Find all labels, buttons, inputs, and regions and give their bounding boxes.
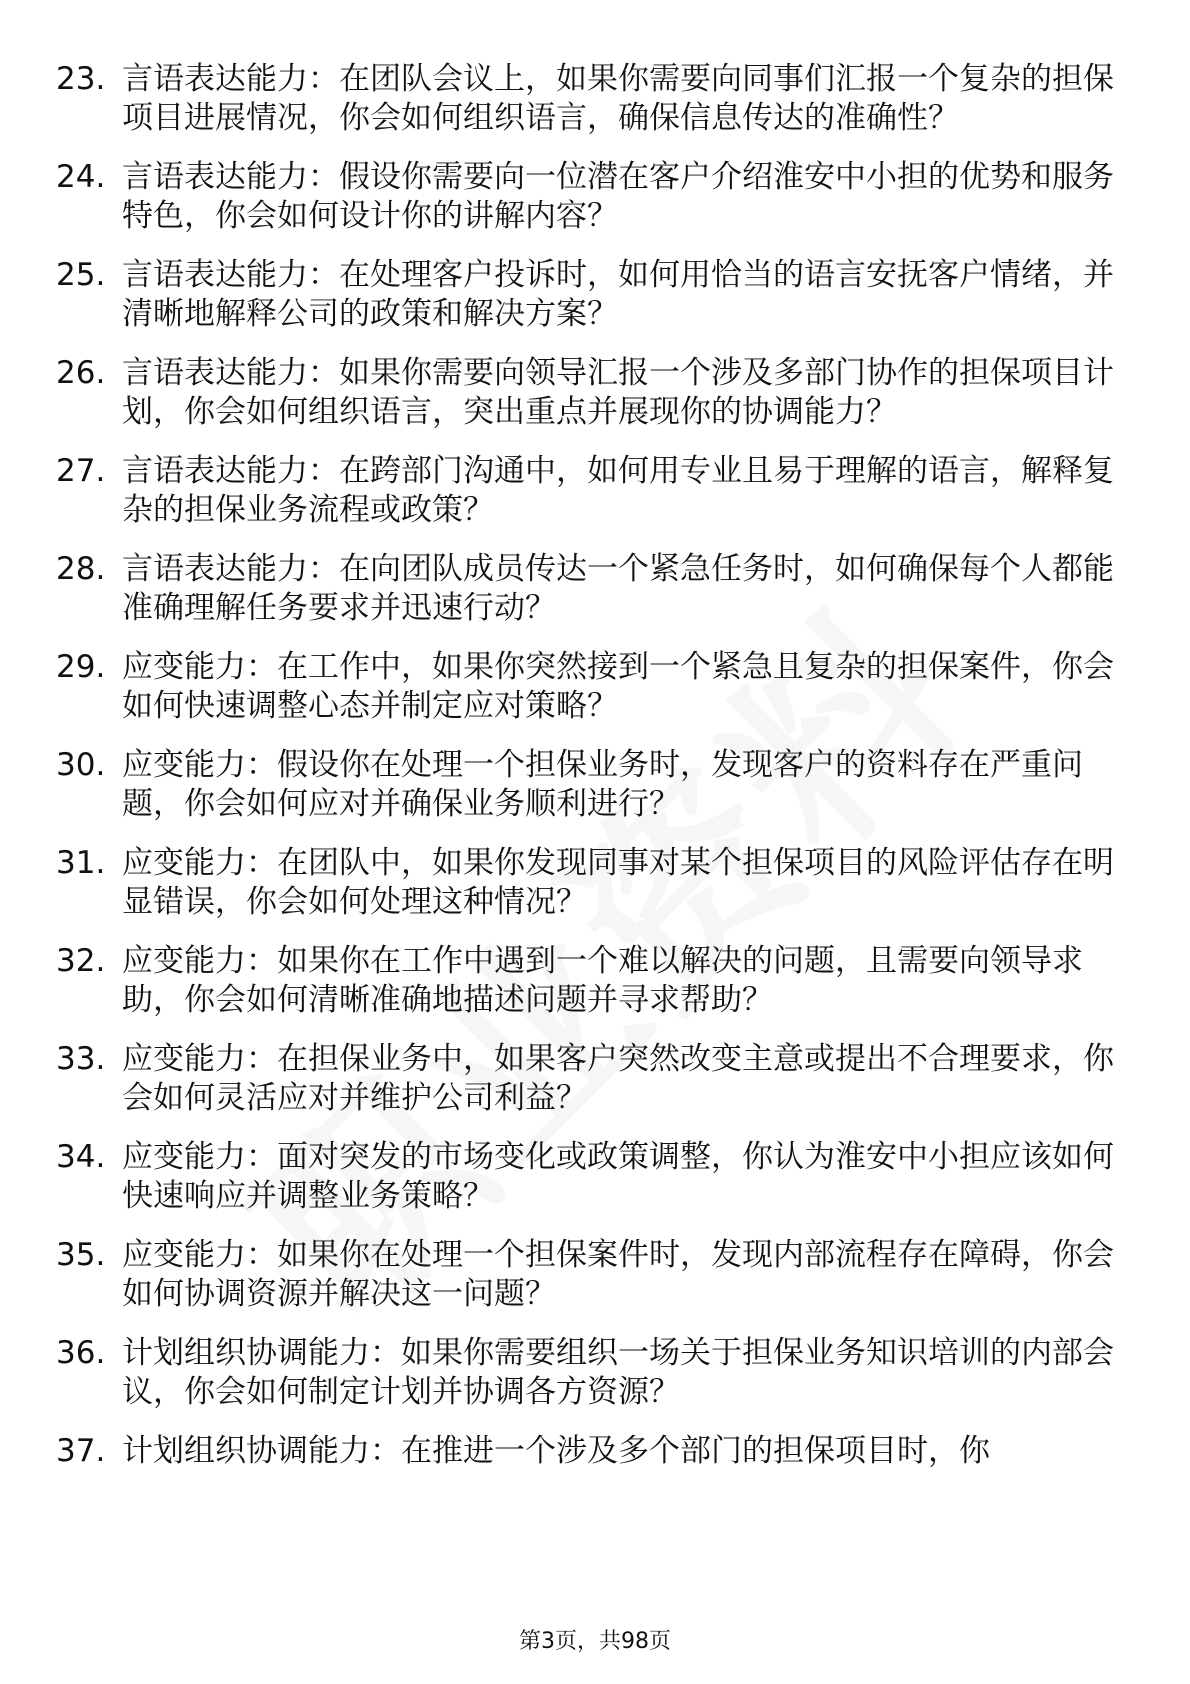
question-number: 28.: [56, 551, 106, 587]
question-item: [56, 550, 1116, 628]
question-item: [56, 942, 1116, 1020]
question-number: 31.: [56, 845, 106, 881]
page-footer: 第3页，共98页: [519, 1629, 671, 1654]
question-item: [56, 158, 1116, 236]
question-number: 34.: [56, 1139, 106, 1175]
question-item: [56, 60, 1116, 138]
question-text: 应变能力：在担保业务中，如果客户突然改变主意或提出不合理要求，你会如何灵活应对并维护公司利益？: [122, 1041, 1114, 1116]
question-item: [56, 746, 1116, 824]
question-text: 言语表达能力：在团队会议上，如果你需要向同事们汇报一个复杂的担保项目进展情况，你会如何组织语言，确保信息传达的准确性？: [122, 61, 1114, 136]
question-text: 应变能力：如果你在工作中遇到一个难以解决的问题，且需要向领导求助，你会如何清晰准确地描述问题并寻求帮助？: [122, 943, 1083, 1018]
question-number: 37.: [56, 1433, 106, 1469]
question-number: 24.: [56, 159, 106, 195]
question-number: 36.: [56, 1335, 106, 1371]
question-number: 30.: [56, 747, 106, 783]
question-text: 言语表达能力：如果你需要向领导汇报一个涉及多部门协作的担保项目计划，你会如何组织语言，突出重点并展现你的协调能力？: [122, 355, 1114, 430]
question-item: [56, 1040, 1116, 1118]
question-item: [56, 452, 1116, 530]
question-text: 应变能力：在工作中，如果你突然接到一个紧急且复杂的担保案件，你会如何快速调整心态并制定应对策略？: [122, 649, 1114, 724]
question-number: 25.: [56, 257, 106, 293]
question-item: [56, 1432, 1116, 1471]
question-item: [56, 1138, 1116, 1216]
question-item: [56, 256, 1116, 334]
question-list: [56, 60, 1116, 1491]
question-text: 计划组织协调能力：如果你需要组织一场关于担保业务知识培训的内部会议，你会如何制定计划并协调各方资源？: [122, 1335, 1114, 1410]
question-text: 言语表达能力：在跨部门沟通中，如何用专业且易于理解的语言，解释复杂的担保业务流程或政策？: [122, 453, 1114, 528]
question-text: 言语表达能力：在处理客户投诉时，如何用恰当的语言安抚客户情绪，并清晰地解释公司的政策和解决方案？: [122, 257, 1114, 332]
question-text: 应变能力：面对突发的市场变化或政策调整，你认为淮安中小担应该如何快速响应并调整业务策略？: [122, 1139, 1114, 1214]
question-number: 35.: [56, 1237, 106, 1273]
question-item: [56, 1334, 1116, 1412]
question-number: 23.: [56, 61, 106, 97]
question-item: [56, 648, 1116, 726]
question-text: 应变能力：在团队中，如果你发现同事对某个担保项目的风险评估存在明显错误，你会如何处理这种情况？: [122, 845, 1114, 920]
question-number: 33.: [56, 1041, 106, 1077]
question-number: 32.: [56, 943, 106, 979]
question-item: [56, 1236, 1116, 1314]
question-number: 27.: [56, 453, 106, 489]
question-number: 26.: [56, 355, 106, 391]
question-text: 言语表达能力：假设你需要向一位潜在客户介绍淮安中小担的优势和服务特色，你会如何设计你的讲解内容？: [122, 159, 1114, 234]
question-number: 29.: [56, 649, 106, 685]
question-text: 应变能力：如果你在处理一个担保案件时，发现内部流程存在障碍，你会如何协调资源并解决这一问题？: [122, 1237, 1114, 1312]
question-item: [56, 844, 1116, 922]
question-item: [56, 354, 1116, 432]
question-text: 言语表达能力：在向团队成员传达一个紧急任务时，如何确保每个人都能准确理解任务要求并迅速行动？: [122, 551, 1114, 626]
question-text: 计划组织协调能力：在推进一个涉及多个部门的担保项目时，你: [122, 1433, 990, 1469]
question-text: 应变能力：假设你在处理一个担保业务时，发现客户的资料存在严重问题，你会如何应对并确保业务顺利进行？: [122, 747, 1083, 822]
